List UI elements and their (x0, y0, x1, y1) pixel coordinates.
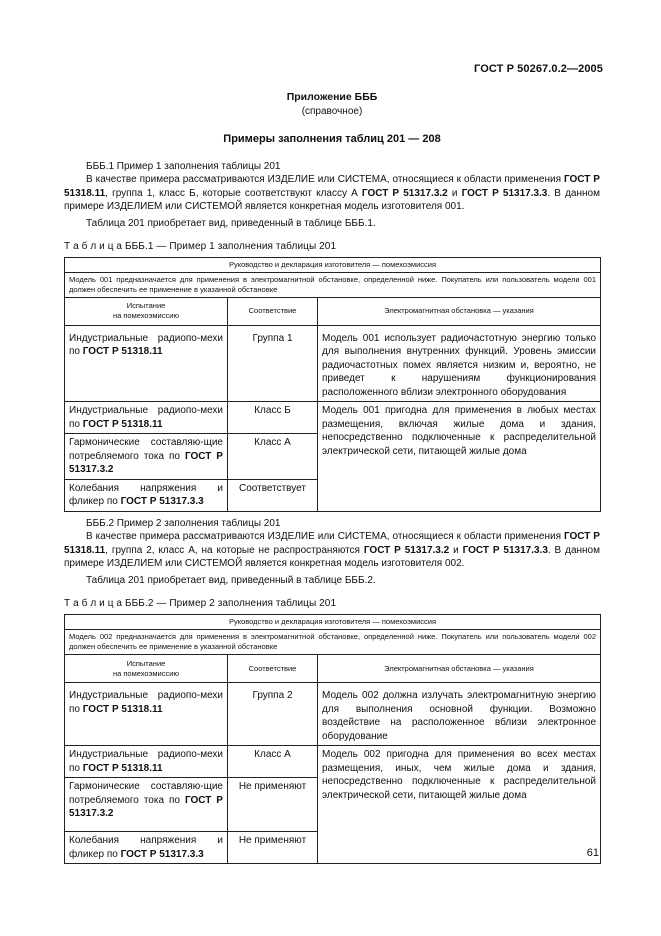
text-run: . В данном примере ИЗДЕЛИЕМ или СИСТЕМОЙ является конкретная модель изготовителя 001. (64, 187, 600, 213)
compliance-cell: Класс Б (228, 402, 318, 434)
text-run: и (447, 187, 462, 199)
table2-title: Руководство и декларация изготовителя — помехоэмиссия (65, 614, 601, 629)
example2-paragraph (64, 530, 600, 571)
section-title: Примеры заполнения таблиц 201 — 208 (223, 132, 441, 145)
example2-table-note: Таблица 201 приобретает вид, приведенный в таблице БББ.2. (86, 574, 376, 586)
guidance-cell: Модель 001 пригодна для применения в любых местах размещения, включая жилые дома и здания, непосредственно подключенные к распределительной электрической сети, питающей жилые дома (318, 402, 601, 512)
col-header-guidance: Электромагнитная обстановка — указания (318, 655, 601, 683)
guidance-cell: Модель 002 пригодна для применения во всех местах размещения, иных, чем жилые дома и здания, непосредственно подключенные к распределительной электрической сети, питающей жилые дома (318, 746, 601, 864)
col-header-compliance: Соответствие (228, 655, 318, 683)
table1-intro: Модель 001 предназначается для применения в электромагнитной обстановке, определенной ниже. Покупатель или пользователь модели 001 должен обеспечить ее применение в указанной обстановке (65, 272, 601, 297)
table1 (64, 257, 601, 512)
standard-ref: ГОСТ Р 51318.11 (64, 531, 600, 556)
col-header-compliance: Соответствие (228, 297, 318, 325)
test-cell (65, 778, 228, 832)
standard-ref: ГОСТ Р 51317.3.3 (120, 496, 204, 508)
compliance-cell: Не применяют (228, 778, 318, 832)
standard-ref: ГОСТ Р 51317.3.3 (462, 544, 548, 556)
standard-ref: ГОСТ Р 51318.11 (82, 703, 163, 715)
text-run: Гармонические составляю-щие потребляемого тока по (69, 437, 223, 462)
text-run: Колебания напряжения и фликер по (69, 482, 223, 508)
test-cell (65, 746, 228, 778)
table-header-row (65, 655, 601, 683)
example1-paragraph (64, 173, 600, 214)
text-run: , группа 1, класс Б, которые соответствуют классу А (105, 187, 362, 199)
standard-ref: ГОСТ Р 51317.3.2 (69, 794, 223, 820)
text-run: Гармонические составляю-щие потребляемого тока по (69, 781, 223, 806)
table-title-row (65, 614, 601, 629)
col-header-test (65, 655, 228, 683)
standard-ref: ГОСТ Р 51318.11 (82, 418, 163, 430)
standard-ref: ГОСТ Р 51318.11 (64, 174, 600, 199)
table-row (65, 325, 601, 402)
compliance-cell: Соответствует (228, 479, 318, 511)
text-run: . В данном примере ИЗДЕЛИЕМ или СИСТЕМОЙ является конкретная модель изготовителя 002. (64, 544, 600, 570)
text-run: В качестве примера рассматриваются ИЗДЕЛИЕ или СИСТЕМА, относящиеся к области применения (86, 174, 564, 186)
test-cell (65, 325, 228, 402)
table-title-row (65, 257, 601, 272)
appendix-title: Приложение БББ (286, 91, 378, 103)
standard-ref: ГОСТ Р 51317.3.2 (69, 450, 223, 476)
example2-heading: БББ.2 Пример 2 заполнения таблицы 201 (86, 517, 281, 529)
guidance-cell: Модель 001 использует радиочастотную энергию только для выполнения внутренних функций. Уровень эмиссии радиочастотных помех является низким и, вероятно, не приведет к нарушениям функционирования расположенного вблизи электронного оборудования (318, 325, 601, 402)
test-cell (65, 434, 228, 480)
table-row (65, 402, 601, 434)
text-run: , группа 2, класс А, на которые не распространяются (105, 544, 364, 556)
col-header-label: Испытание на помехоэмиссию (112, 301, 180, 321)
test-cell (65, 683, 228, 746)
text-run: Индустриальные радиопо-мехи по (69, 690, 223, 715)
col-header-guidance: Электромагнитная обстановка — указания (318, 297, 601, 325)
compliance-cell: Группа 1 (228, 325, 318, 402)
col-header-label: Испытание на помехоэмиссию (112, 658, 180, 678)
example1-heading: БББ.1 Пример 1 заполнения таблицы 201 (86, 160, 281, 172)
compliance-cell: Группа 2 (228, 683, 318, 746)
table2-intro: Модель 002 предназначается для применения в электромагнитной обстановке, определенной ниже. Покупатель или пользователь модели 002 должен обеспечить ее применение в указанной обстановке (65, 630, 601, 655)
standard-ref: ГОСТ Р 51317.3.2 (361, 187, 448, 199)
table2 (64, 614, 601, 864)
test-cell (65, 832, 228, 864)
table1-title: Руководство и декларация изготовителя — помехоэмиссия (65, 257, 601, 272)
table-header-row (65, 297, 601, 325)
test-cell (65, 479, 228, 511)
text-run: Колебания напряжения и фликер по (69, 835, 223, 860)
text-run: Индустриальные радиопо-мехи по (69, 405, 223, 430)
appendix-subtitle: (справочное) (301, 106, 363, 118)
table2-caption: Т а б л и ц а БББ.2 — Пример 2 заполнения таблицы 201 (64, 598, 337, 610)
standard-ref: ГОСТ Р 51317.3.3 (461, 187, 548, 199)
text-run: В качестве примера рассматриваются ИЗДЕЛИЕ или СИСТЕМА, относящиеся к области применения (86, 531, 564, 543)
table1-caption: Т а б л и ц а БББ.1 — Пример 1 заполнения таблицы 201 (64, 241, 337, 253)
text-run: и (449, 544, 463, 556)
document-header-id: ГОСТ Р 50267.0.2—2005 (474, 63, 603, 75)
standard-ref: ГОСТ Р 51317.3.3 (120, 848, 204, 860)
table-row (65, 746, 601, 778)
test-cell (65, 402, 228, 434)
text-run: Индустриальные радиопо-мехи по (69, 749, 223, 774)
table-intro-row (65, 630, 601, 655)
col-header-test (65, 297, 228, 325)
example1-table-note: Таблица 201 приобретает вид, приведенный в таблице БББ.1. (86, 217, 376, 229)
page-content (64, 90, 600, 864)
page-number: 61 (586, 847, 599, 859)
text-run: Индустриальные радиопо-мехи по (69, 332, 223, 358)
compliance-cell: Не применяют (228, 832, 318, 864)
standard-ref: ГОСТ Р 51318.11 (82, 762, 163, 774)
compliance-cell: Класс А (228, 434, 318, 480)
compliance-cell: Класс А (228, 746, 318, 778)
guidance-cell: Модель 002 должна излучать электромагнитную энергию для выполнения основной функции. Возможно воздействие на расположенное вблизи электронное оборудование (318, 683, 601, 746)
standard-ref: ГОСТ Р 51318.11 (82, 346, 163, 358)
table-row (65, 683, 601, 746)
standard-ref: ГОСТ Р 51317.3.2 (363, 544, 450, 556)
table-intro-row (65, 272, 601, 297)
